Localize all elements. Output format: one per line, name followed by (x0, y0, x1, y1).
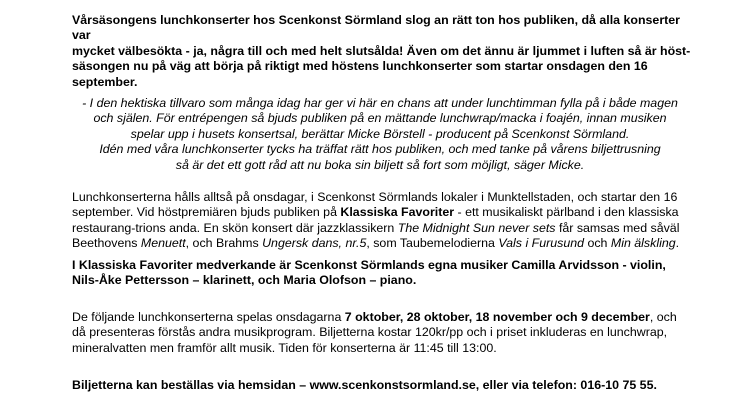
cast-line-2: Nils-Åke Pettersson – klarinett, och Maria Olofson – piano. (72, 273, 417, 288)
intro-line-2: mycket välbesökta - ja, några till och med helt slutsålda! Även om det ännu är ljummet i luften så är höst- (72, 43, 691, 58)
cast-line-1: I Klassiska Favoriter medverkande är Scenkonst Sörmlands egna musiker Camilla Arvidsson - violin, (72, 258, 666, 272)
program-text: - ett musikaliskt pärlband i den klassiska (454, 205, 679, 220)
contact-paragraph (72, 378, 702, 393)
dates-paragraph (72, 310, 702, 356)
quote-line-2: och själen. För entrépengen så bjuds publiken på en mättande lunchwrap/macka i foajén, innan musiken (93, 111, 667, 126)
quote-line-1: - I den hektiska tillvaro som många idag har ger vi här en chans att under lunchtimman fylla på i både magen (82, 96, 678, 110)
intro-line-3: säsongen nu på väg att börja på riktigt med höstens lunchkonserter som startar onsdagen den 16 september. (72, 59, 648, 89)
contact-line: Biljetterna kan beställas via hemsidan – www.scenkonstsormland.se, eller via telefon: 016-10 75 55. (72, 378, 657, 392)
intro-line-1: Vårsäsongens lunchkonserter hos Scenkonst Sörmland slog an rätt ton hos publiken, då alla konserter var (72, 13, 680, 43)
program-paragraph (72, 190, 702, 252)
program-title: Klassiska Favoriter (340, 205, 455, 220)
program-text: , och Brahms (185, 236, 263, 251)
song-title: Menuett (140, 236, 186, 251)
dates-text: , och (649, 310, 677, 324)
quote-line-5: så är det ett gott råd att nu boka sin biljett så fort som möjligt, säger Micke. (175, 157, 585, 172)
dates-text: mineralvatten men framför allt musik. Tiden för konserterna är 11:45 till 13:00. (72, 340, 497, 355)
program-text: . (675, 236, 680, 251)
program-text: och (584, 236, 611, 251)
quote-line-3: spelar upp i husets konsertsal, berättar Micke Börstell - producent på Scenkonst Sörmland. (130, 126, 630, 141)
program-text: Lunchkonserterna hålls alltså på onsdagar, i Scenkonst Sörmlands lokaler i Munktellstaden, och startar den 16 (72, 190, 678, 204)
cast-paragraph (72, 258, 702, 289)
dates-text: De följande lunchkonserterna spelas onsdagarna (72, 310, 345, 324)
dates-text: då presenteras förstås andra musikprogram. Biljetterna kostar 120kr/pp och i priset inkluderas en lunchwrap, (72, 325, 668, 340)
program-text: får samsas med såväl (555, 220, 680, 235)
quote-paragraph (72, 96, 688, 173)
song-title: Ungersk dans, nr.5 (262, 236, 367, 251)
concert-dates: 7 oktober, 28 oktober, 18 november och 9 december (344, 310, 650, 324)
song-title: The Midnight Sun never sets (397, 220, 556, 235)
program-text: Beethovens (72, 236, 141, 251)
program-text: restaurang-trions anda. En skön konsert där jazzklassikern (72, 220, 398, 235)
quote-line-4: Idén med våra lunchkonserter tycks ha träffat rätt hos publiken, och med tanke på vårens biljettrusning (99, 142, 661, 157)
program-text: , som Taubemelodierna (366, 236, 499, 251)
song-title: Vals i Furusund (498, 236, 584, 251)
song-title: Min älskling (610, 236, 676, 251)
program-text: september. Vid höstpremiären bjuds publiken på (72, 205, 341, 220)
intro-paragraph (72, 13, 702, 90)
